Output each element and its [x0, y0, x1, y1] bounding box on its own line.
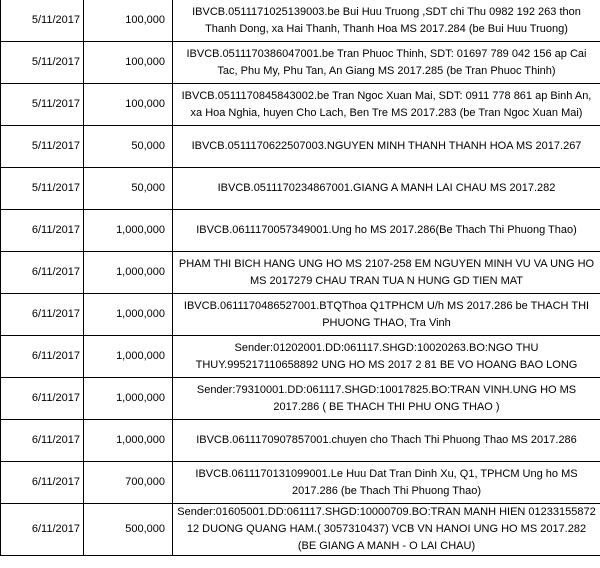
date-cell: 5/11/2017 [1, 84, 84, 126]
amount-cell: 1,000,000 [84, 336, 173, 378]
description-cell: Sender:79310001.DD:061117.SHGD:10017825.BO:TRAN VINH.UNG HO MS 2017.286 ( BE THACH THI PHU ONG THAO ) [173, 378, 600, 420]
amount-cell: 1,000,000 [84, 420, 173, 462]
date-cell: 6/11/2017 [1, 420, 84, 462]
table-row [1, 252, 600, 294]
amount-cell: 100,000 [84, 0, 173, 42]
description-cell: IBVCB.0611170131099001.Le Huu Dat Tran Dinh Xu, Q1, TPHCM Ung ho MS 2017.286 (be Thach Thi Phuong Thao) [173, 462, 600, 504]
amount-cell: 100,000 [84, 84, 173, 126]
date-cell: 5/11/2017 [1, 42, 84, 84]
description-cell: PHAM THI BICH HANG UNG HO MS 2107-258 EM NGUYEN MINH VU VA UNG HO MS 2017279 CHAU TRAN TUA N HUNG GD TIEN MAT [173, 252, 600, 294]
table-row [1, 168, 600, 210]
description-cell: IBVCB.0511170234867001.GIANG A MANH LAI CHAU MS 2017.282 [173, 168, 600, 210]
date-cell: 6/11/2017 [1, 462, 84, 504]
table-row [1, 84, 600, 126]
table-row [1, 420, 600, 462]
description-cell: Sender:01605001.DD:061117.SHGD:10000709.BO:TRAN MANH HIEN 01233155872 12 DUONG QUANG HAM.( 3057310437) VCB VN HANOI UNG HO MS 2017.282 (BE GIANG A MANH - O LAI CHAU) [173, 504, 600, 556]
table-row [1, 126, 600, 168]
date-cell: 6/11/2017 [1, 336, 84, 378]
date-cell: 5/11/2017 [1, 126, 84, 168]
description-cell: IBVCB.0511170622507003.NGUYEN MINH THANH THANH HOA MS 2017.267 [173, 126, 600, 168]
amount-cell: 1,000,000 [84, 252, 173, 294]
table-row [1, 0, 600, 42]
description-cell: IBVCB.0511170386047001.be Tran Phuoc Thinh, SDT: 01697 789 042 156 ap Cai Tac, Phu My, Phu Tan, An Giang MS 2017.285 (be Tran Phuoc Thinh) [173, 42, 600, 84]
amount-cell: 50,000 [84, 126, 173, 168]
table-row [1, 378, 600, 420]
date-cell: 5/11/2017 [1, 168, 84, 210]
amount-cell: 50,000 [84, 168, 173, 210]
table-row [1, 336, 600, 378]
date-cell: 6/11/2017 [1, 252, 84, 294]
amount-cell: 1,000,000 [84, 210, 173, 252]
description-cell: IBVCB.0511170845843002.be Tran Ngoc Xuan Mai, SDT: 0911 778 861 ap Binh An, xa Hoa Nghia, huyen Cho Lach, Ben Tre MS 2017.283 (be Tran Ngoc Xuan Mai) [173, 84, 600, 126]
description-cell: Sender:01202001.DD:061117.SHGD:10020263.BO:NGO THU THUY.995217110658892 UNG HO MS 2017 2 81 BE VO HOANG BAO LONG [173, 336, 600, 378]
date-cell: 6/11/2017 [1, 504, 84, 556]
description-cell: IBVCB.0611170057349001.Ung ho MS 2017.286(Be Thach Thi Phuong Thao) [173, 210, 600, 252]
amount-cell: 700,000 [84, 462, 173, 504]
date-cell: 5/11/2017 [1, 0, 84, 42]
table-row [1, 294, 600, 336]
table-row [1, 210, 600, 252]
table-row [1, 462, 600, 504]
amount-cell: 1,000,000 [84, 378, 173, 420]
table-row [1, 504, 600, 556]
date-cell: 6/11/2017 [1, 210, 84, 252]
amount-cell: 500,000 [84, 504, 173, 556]
date-cell: 6/11/2017 [1, 378, 84, 420]
description-cell: IBVCB.0611170486527001.BTQThoa Q1TPHCM U/h MS 2017.286 be THACH THI PHUONG THAO, Tra Vinh [173, 294, 600, 336]
description-cell: IBVCB.0511171025139003.be Bui Huu Truong ,SDT chi Thu 0982 192 263 thon Thanh Dong, xa Hai Thanh, Thanh Hoa MS 2017.284 (be Bui Huu Truong) [173, 0, 600, 42]
description-cell: IBVCB.0611170907857001.chuyen cho Thach Thi Phuong Thao MS 2017.286 [173, 420, 600, 462]
date-cell: 6/11/2017 [1, 294, 84, 336]
amount-cell: 100,000 [84, 42, 173, 84]
table-row [1, 42, 600, 84]
amount-cell: 1,000,000 [84, 294, 173, 336]
